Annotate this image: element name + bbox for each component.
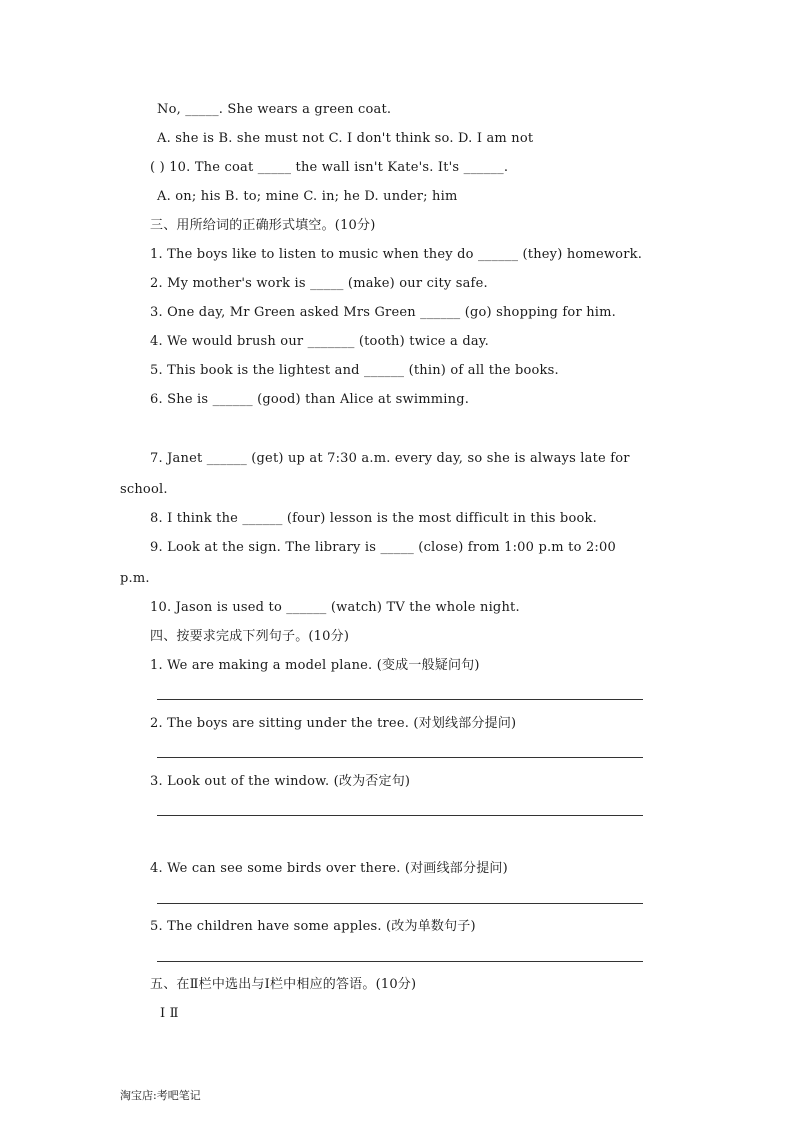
section3-item-5: 5. This book is the lightest and ______ (thin) of all the books. — [150, 363, 559, 378]
section3-item-9-cont: p.m. — [120, 571, 150, 586]
section3-item-3: 3. One day, Mr Green asked Mrs Green ______ (go) shopping for him. — [150, 305, 616, 320]
answer-line-2 — [157, 757, 643, 758]
section3-item-7: 7. Janet ______ (get) up at 7:30 a.m. every day, so she is always late for — [150, 451, 630, 466]
q9-options: A. she is B. she must not C. I don't think so. D. I am not — [157, 131, 534, 146]
section3-item-6: 6. She is ______ (good) than Alice at swimming. — [150, 392, 470, 407]
section3-item-2: 2. My mother's work is _____ (make) our city safe. — [150, 276, 488, 291]
section4-item-3: 3. Look out of the window. (改为否定句) — [150, 774, 411, 789]
section3-heading: 三、用所给词的正确形式填空。(10分) — [150, 218, 376, 233]
section4-item-5: 5. The children have some apples. (改为单数句子) — [150, 919, 476, 934]
section3-item-4: 4. We would brush our _______ (tooth) twice a day. — [150, 334, 489, 349]
section4-item-1: 1. We are making a model plane. (变成一般疑问句) — [150, 658, 480, 673]
section4-heading: 四、按要求完成下列句子。(10分) — [150, 629, 350, 644]
section4-item-2: 2. The boys are sitting under the tree. (对划线部分提问) — [150, 716, 517, 731]
section3-item-1: 1. The boys like to listen to music when they do ______ (they) homework. — [150, 247, 643, 262]
answer-line-4 — [157, 903, 643, 904]
q10-question: ( ) 10. The coat _____ the wall isn't Kate's. It's ______. — [150, 160, 509, 175]
answer-line-5 — [157, 961, 643, 962]
q9-answer-line: No, _____. She wears a green coat. — [157, 102, 392, 117]
section3-item-7-cont: school. — [120, 482, 168, 497]
answer-line-1 — [157, 699, 643, 700]
section4-item-4: 4. We can see some birds over there. (对画线部分提问) — [150, 861, 508, 876]
footer-shop-name: 淘宝店:考吧笔记 — [120, 1089, 201, 1102]
answer-line-3 — [157, 815, 643, 816]
section3-item-10: 10. Jason is used to ______ (watch) TV the whole night. — [150, 600, 520, 615]
section5-heading: 五、在Ⅱ栏中选出与Ⅰ栏中相应的答语。(10分) — [150, 977, 417, 992]
section3-item-9: 9. Look at the sign. The library is _____ (close) from 1:00 p.m to 2:00 — [150, 540, 616, 555]
section3-item-8: 8. I think the ______ (four) lesson is the most difficult in this book. — [150, 511, 597, 526]
section5-column-headers: Ⅰ Ⅱ — [160, 1006, 179, 1021]
q10-options: A. on; his B. to; mine C. in; he D. under; him — [157, 189, 458, 204]
